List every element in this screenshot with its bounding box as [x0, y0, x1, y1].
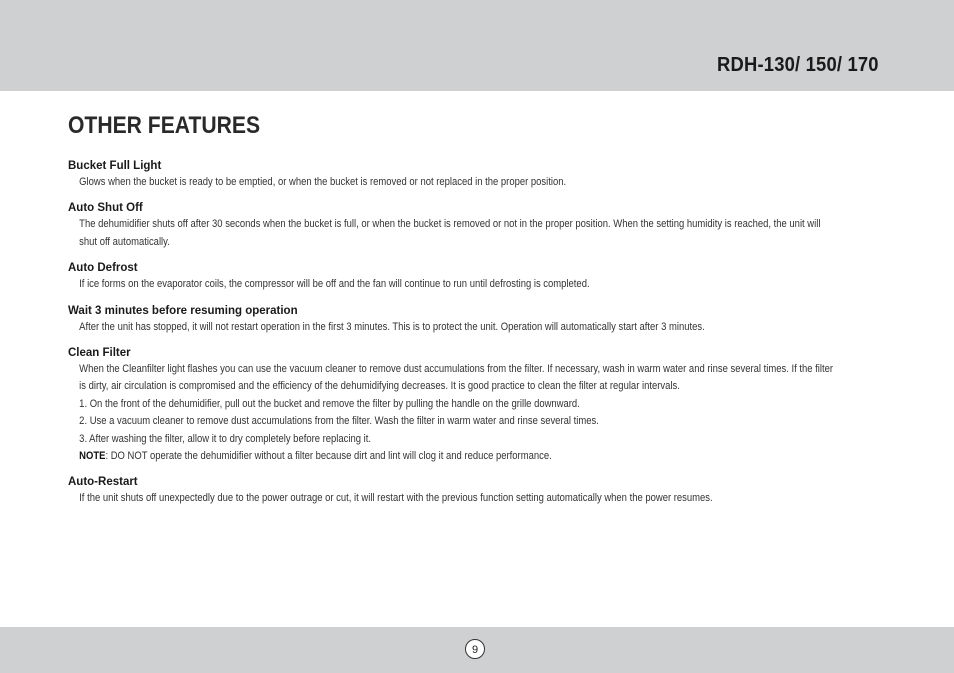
section-bucket-full-light — [68, 158, 888, 191]
page-title: OTHER FEATURES — [68, 112, 261, 139]
section-auto-shut-off — [68, 200, 888, 251]
section-text: Glows when the bucket is ready to be emptied, or when the bucket is removed or not replaced in the proper position. — [79, 176, 567, 188]
section-step: 1. On the front of the dehumidifier, pull out the bucket and remove the filter by pulling the handle on the grille downward. — [79, 397, 580, 410]
section-heading: Auto Defrost — [68, 262, 138, 275]
section-text: If the unit shuts off unexpectedly due to the power outrage or cut, it will restart with the previous function setting automatically when the power resumes. — [79, 492, 713, 505]
model-number: RDH-130/ 150/ 170 — [717, 54, 879, 76]
section-clean-filter — [68, 345, 888, 465]
section-text: is dirty, air circulation is compromised and the efficiency of the dehumidifying decreases. It is good practice to clean the filter at regular intervals. — [79, 380, 680, 393]
note-label: NOTE — [79, 450, 106, 463]
section-heading: Clean Filter — [68, 347, 131, 360]
section-note — [68, 448, 894, 465]
section-wait-3-minutes — [68, 303, 888, 336]
header-bar — [0, 0, 954, 91]
section-heading: Auto-Restart — [68, 476, 138, 489]
section-step: 3. After washing the filter, allow it to dry completely before replacing it. — [79, 432, 372, 445]
section-text: When the Cleanfilter light flashes you can use the vacuum cleaner to remove dust accumulations from the filter. If necessary, wash in warm water and rinse several times. If the filter — [79, 363, 833, 376]
section-auto-defrost — [68, 260, 888, 293]
section-text: If ice forms on the evaporator coils, the compressor will be off and the fan will continue to run until defrosting is completed. — [79, 278, 590, 291]
section-heading: Wait 3 minutes before resuming operation — [68, 304, 298, 317]
section-text: The dehumidifier shuts off after 30 seconds when the bucket is full, or when the bucket is removed or not in the proper position. When the setting humidity is reached, the unit will — [79, 218, 821, 231]
section-heading: Auto Shut Off — [68, 202, 143, 215]
features-content — [68, 158, 888, 517]
note-text: : DO NOT operate the dehumidifier without a filter because dirt and lint will clog it and reduce performance. — [105, 450, 552, 463]
section-text: After the unit has stopped, it will not restart operation in the first 3 minutes. This is to protect the unit. Operation will automatically start after 3 minutes. — [79, 320, 705, 333]
page-number: 9 — [465, 639, 485, 659]
section-auto-restart — [68, 474, 888, 507]
section-heading: Bucket Full Light — [68, 160, 162, 172]
section-step: 2. Use a vacuum cleaner to remove dust accumulations from the filter. Wash the filter in warm water and rinse several times. — [79, 415, 599, 428]
section-text: shut off automatically. — [79, 235, 170, 248]
